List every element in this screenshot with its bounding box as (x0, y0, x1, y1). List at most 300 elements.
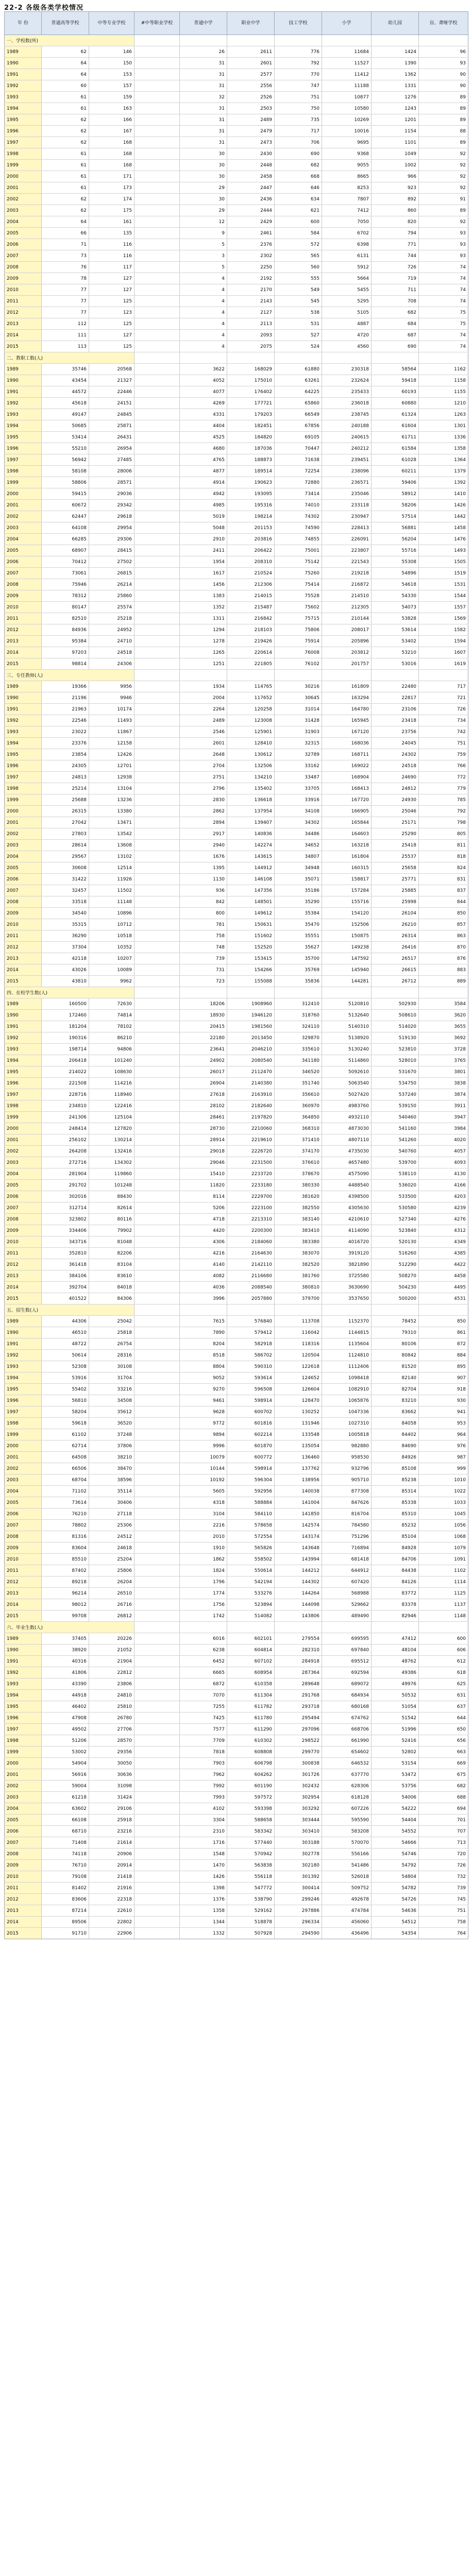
empty-cell (275, 35, 322, 46)
value-cell: 541486 (322, 1860, 372, 1871)
value-cell: 36520 (89, 1418, 134, 1429)
empty-cell (372, 987, 419, 998)
value-cell: 2164630 (227, 1248, 275, 1259)
value-cell: 1569 (419, 613, 468, 624)
table-row (5, 1656, 468, 1667)
table-row (5, 636, 468, 647)
value-cell: 30108 (89, 1361, 134, 1372)
value-cell (134, 1248, 180, 1259)
value-cell: 610358 (227, 1679, 275, 1690)
value-cell: 941 (419, 1406, 468, 1418)
value-cell: 1796 (180, 1577, 227, 1588)
value-cell: 53916 (42, 1372, 89, 1384)
value-cell: 1862 (180, 1554, 227, 1565)
value-cell: 22802 (89, 1917, 134, 1928)
value-cell: 132506 (227, 760, 275, 772)
value-cell: 87402 (42, 1565, 89, 1577)
value-cell: 816704 (322, 1509, 372, 1520)
year-cell: 2007 (5, 1202, 42, 1214)
empty-cell (322, 1304, 372, 1316)
value-cell: 4495 (419, 1282, 468, 1293)
value-cell: 798 (419, 817, 468, 828)
value-cell: 2010 (180, 1531, 227, 1543)
value-cell: 25214 (42, 783, 89, 794)
value-cell: 59418 (372, 375, 419, 386)
value-cell: 5912 (322, 262, 372, 273)
value-cell: 699595 (322, 1633, 372, 1645)
value-cell: 155716 (322, 896, 372, 908)
table-row (5, 1406, 468, 1418)
value-cell: 2503 (227, 103, 275, 114)
value-cell: 125 (89, 296, 134, 307)
value-cell: 177721 (227, 398, 275, 409)
year-cell: 1990 (5, 1010, 42, 1021)
value-cell: 279554 (275, 1633, 322, 1645)
value-cell: 5130240 (322, 1044, 372, 1055)
year-cell: 2000 (5, 1440, 42, 1452)
table-row (5, 1021, 468, 1032)
value-cell: 4020 (419, 1134, 468, 1146)
value-cell: 25171 (372, 817, 419, 828)
value-cell: 863 (419, 930, 468, 942)
year-cell: 1994 (5, 1690, 42, 1701)
value-cell: 4093 (419, 1157, 468, 1168)
value-cell: 3655 (419, 1021, 468, 1032)
value-cell: 5027420 (322, 1089, 372, 1100)
value-cell: 21904 (89, 1656, 134, 1667)
value-cell: 550614 (227, 1565, 275, 1577)
year-cell: 1994 (5, 103, 42, 114)
value-cell: 82510 (42, 613, 89, 624)
value-cell: 75806 (275, 624, 322, 636)
value-cell: 46510 (42, 1327, 89, 1338)
value-cell (134, 1679, 180, 1690)
value-cell: 179203 (227, 409, 275, 420)
value-cell: 155088 (227, 976, 275, 987)
value-cell: 2894 (180, 817, 227, 828)
value-cell: 3692 (419, 1032, 468, 1044)
value-cell: 32315 (275, 738, 322, 749)
value-cell: 734 (419, 715, 468, 726)
value-cell: 7993 (180, 1792, 227, 1803)
value-cell: 2444 (227, 205, 275, 216)
value-cell: 2489 (227, 114, 275, 126)
value-cell: 351740 (275, 1078, 322, 1089)
table-row (5, 1611, 468, 1622)
value-cell: 5092610 (322, 1066, 372, 1078)
value-cell: 1544 (419, 590, 468, 602)
value-cell: 272716 (42, 1157, 89, 1168)
value-cell: 3919120 (322, 1248, 372, 1259)
value-cell: 10079 (180, 1452, 227, 1463)
table-row (5, 1089, 468, 1100)
value-cell: 2704 (180, 760, 227, 772)
value-cell: 668706 (322, 1724, 372, 1735)
value-cell: 818 (419, 851, 468, 862)
value-cell (134, 1599, 180, 1611)
value-cell: 601190 (227, 1781, 275, 1792)
value-cell: 25306 (89, 1520, 134, 1531)
year-cell: 2001 (5, 817, 42, 828)
empty-cell (227, 35, 275, 46)
value-cell: 2796 (180, 783, 227, 794)
value-cell: 3304 (180, 1815, 227, 1826)
value-cell: 590310 (227, 1361, 275, 1372)
value-cell (134, 1588, 180, 1599)
value-cell: 4765 (180, 454, 227, 466)
value-cell: 30050 (89, 1758, 134, 1769)
value-cell: 77 (42, 307, 89, 318)
value-cell (134, 851, 180, 862)
value-cell: 11148 (89, 896, 134, 908)
value-cell (134, 318, 180, 330)
value-cell: 953 (419, 1418, 468, 1429)
year-cell: 2015 (5, 341, 42, 352)
value-cell: 30645 (275, 692, 322, 704)
value-cell: 682 (275, 160, 322, 171)
year-cell: 1997 (5, 1724, 42, 1735)
value-cell: 625 (419, 1679, 468, 1690)
value-cell: 361418 (42, 1259, 89, 1270)
value-cell: 10877 (322, 92, 372, 103)
value-cell: 8665 (322, 171, 372, 182)
value-cell: 528010 (372, 1055, 419, 1066)
value-cell: 618 (419, 1667, 468, 1679)
value-cell: 55402 (42, 1384, 89, 1395)
value-cell: 695512 (322, 1656, 372, 1667)
value-cell: 5138920 (322, 1032, 372, 1044)
value-cell (134, 522, 180, 534)
value-cell: 520130 (372, 1236, 419, 1248)
value-cell: 147356 (227, 885, 275, 896)
value-cell: 54330 (372, 590, 419, 602)
value-cell: 800 (180, 908, 227, 919)
value-cell: 190623 (227, 477, 275, 488)
column-header: #中等职业学校 (134, 12, 180, 35)
value-cell: 85510 (42, 1554, 89, 1565)
value-cell: 565 (275, 250, 322, 262)
value-cell: 83210 (372, 1395, 419, 1406)
value-cell: 850 (419, 908, 468, 919)
value-cell: 74302 (275, 511, 322, 522)
empty-cell (372, 35, 419, 46)
year-cell: 1995 (5, 114, 42, 126)
value-cell: 78 (42, 273, 89, 284)
value-cell: 176402 (227, 386, 275, 398)
value-cell: 28006 (89, 466, 134, 477)
year-cell: 2008 (5, 1214, 42, 1225)
value-cell: 82614 (89, 1202, 134, 1214)
value-cell (134, 137, 180, 148)
value-cell: 661990 (322, 1735, 372, 1747)
value-cell (134, 194, 180, 205)
value-cell: 716894 (322, 1543, 372, 1554)
value-cell: 692594 (322, 1667, 372, 1679)
value-cell: 168 (89, 160, 134, 171)
value-cell: 35186 (275, 885, 322, 896)
value-cell (134, 1656, 180, 1667)
value-cell: 79902 (89, 1225, 134, 1236)
value-cell: 125104 (89, 1112, 134, 1123)
table-row (5, 1066, 468, 1078)
value-cell: 4 (180, 296, 227, 307)
value-cell (134, 1905, 180, 1917)
value-cell: 23106 (372, 704, 419, 715)
value-cell: 95384 (42, 636, 89, 647)
value-cell: 24306 (89, 658, 134, 670)
value-cell: 85232 (372, 1520, 419, 1531)
value-cell: 303410 (275, 1826, 322, 1837)
table-row (5, 46, 468, 58)
value-cell: 20568 (89, 364, 134, 375)
section-header-row (5, 987, 468, 998)
value-cell: 1294 (180, 624, 227, 636)
value-cell: 9894 (180, 1429, 227, 1440)
value-cell: 223807 (322, 545, 372, 556)
year-cell: 1998 (5, 148, 42, 160)
year-cell: 2002 (5, 828, 42, 840)
value-cell: 4140 (180, 1259, 227, 1270)
table-row (5, 1202, 468, 1214)
value-cell: 2611 (227, 46, 275, 58)
value-cell: 1112406 (322, 1361, 372, 1372)
value-cell: 77 (42, 296, 89, 307)
value-cell: 3801 (419, 1066, 468, 1078)
table-row (5, 284, 468, 296)
value-cell: 530580 (372, 1202, 419, 1214)
value-cell: 1210 (419, 398, 468, 409)
year-cell: 1995 (5, 1701, 42, 1713)
year-cell: 1992 (5, 715, 42, 726)
value-cell: 54896 (372, 568, 419, 579)
value-cell: 82206 (89, 1248, 134, 1259)
value-cell: 1068 (419, 1531, 468, 1543)
year-cell: 2007 (5, 568, 42, 579)
value-cell: 54804 (372, 1871, 419, 1883)
year-cell: 2000 (5, 1123, 42, 1134)
value-cell: 50614 (42, 1350, 89, 1361)
value-cell: 8204 (180, 1338, 227, 1350)
value-cell: 5048 (180, 522, 227, 534)
value-cell: 238096 (322, 466, 372, 477)
value-cell: 9055 (322, 160, 372, 171)
value-cell: 1505 (419, 556, 468, 568)
year-cell: 2002 (5, 511, 42, 522)
table-row (5, 942, 468, 953)
value-cell: 27118 (89, 1509, 134, 1520)
value-cell: 610302 (227, 1735, 275, 1747)
year-cell: 2000 (5, 806, 42, 817)
value-cell: 6016 (180, 1633, 227, 1645)
value-cell: 29 (180, 205, 227, 216)
value-cell: 3947 (419, 1112, 468, 1123)
table-row (5, 1894, 468, 1905)
year-cell: 2001 (5, 1452, 42, 1463)
value-cell: 83662 (372, 1406, 419, 1418)
value-cell: 10580 (322, 103, 372, 114)
value-cell: 71102 (42, 1486, 89, 1497)
value-cell: 1114 (419, 1577, 468, 1588)
year-cell: 1998 (5, 1418, 42, 1429)
value-cell: 33487 (275, 772, 322, 783)
value-cell: 248414 (42, 1123, 89, 1134)
value-cell: 758 (419, 1917, 468, 1928)
value-cell: 844 (419, 896, 468, 908)
value-cell: 3996 (180, 1293, 227, 1304)
value-cell: 578658 (227, 1520, 275, 1531)
table-row (5, 1701, 468, 1713)
value-cell: 1311 (180, 613, 227, 624)
value-cell: 13236 (89, 794, 134, 806)
value-cell: 26204 (89, 1577, 134, 1588)
value-cell: 68710 (42, 1826, 89, 1837)
value-cell: 7992 (180, 1781, 227, 1792)
value-cell: 74 (419, 262, 468, 273)
value-cell: 28102 (180, 1100, 227, 1112)
value-cell: 4488540 (322, 1180, 372, 1191)
value-cell: 59406 (372, 477, 419, 488)
value-cell: 1010 (419, 1475, 468, 1486)
value-cell: 25885 (372, 885, 419, 896)
value-cell: 73614 (42, 1497, 89, 1509)
year-cell: 2003 (5, 1157, 42, 1168)
year-cell: 2008 (5, 262, 42, 273)
value-cell: 157284 (322, 885, 372, 896)
value-cell: 282310 (275, 1645, 322, 1656)
table-row (5, 1078, 468, 1089)
value-cell: 2093 (227, 330, 275, 341)
section-header-row (5, 35, 468, 46)
column-header: 年 份 (5, 12, 42, 35)
year-cell: 1998 (5, 1735, 42, 1747)
value-cell: 726 (419, 1860, 468, 1871)
value-cell: 26780 (89, 1713, 134, 1724)
value-cell: 1331 (372, 80, 419, 92)
value-cell: 11493 (89, 715, 134, 726)
table-row (5, 114, 468, 126)
value-cell: 2233180 (227, 1180, 275, 1191)
year-cell: 1998 (5, 783, 42, 794)
value-cell: 2447 (227, 182, 275, 194)
value-cell (134, 1758, 180, 1769)
value-cell: 22610 (89, 1905, 134, 1917)
value-cell: 611304 (227, 1690, 275, 1701)
section-label: 一、学校数(所) (5, 35, 134, 46)
value-cell: 25290 (372, 828, 419, 840)
year-cell: 1995 (5, 1384, 42, 1395)
value-cell (134, 432, 180, 443)
value-cell: 20415 (180, 1021, 227, 1032)
year-cell: 2013 (5, 318, 42, 330)
value-cell: 22318 (89, 1894, 134, 1905)
table-row (5, 896, 468, 908)
value-cell: 193095 (227, 488, 275, 500)
value-cell: 527340 (372, 1214, 419, 1225)
value-cell: 301392 (275, 1871, 322, 1883)
value-cell: 116 (89, 250, 134, 262)
table-row (5, 1928, 468, 1939)
value-cell: 726 (419, 704, 468, 715)
value-cell (134, 658, 180, 670)
table-row (5, 568, 468, 579)
value-cell: 75 (419, 307, 468, 318)
value-cell: 281904 (42, 1168, 89, 1180)
value-cell: 731 (180, 964, 227, 976)
value-cell: 7807 (322, 194, 372, 205)
value-cell: 33162 (275, 760, 322, 772)
value-cell: 34807 (275, 851, 322, 862)
value-cell: 766 (419, 760, 468, 772)
table-row (5, 171, 468, 182)
value-cell: 668 (275, 171, 322, 182)
value-cell (134, 624, 180, 636)
value-cell: 37806 (89, 1440, 134, 1452)
value-cell: 84926 (372, 1452, 419, 1463)
year-cell: 2007 (5, 885, 42, 896)
value-cell: 4873030 (322, 1123, 372, 1134)
value-cell: 58564 (372, 364, 419, 375)
value-cell: 10518 (89, 930, 134, 942)
value-cell: 711 (372, 284, 419, 296)
value-cell: 26416 (372, 942, 419, 953)
value-cell: 529662 (322, 1599, 372, 1611)
value-cell: 26210 (372, 919, 419, 930)
value-cell: 160500 (42, 998, 89, 1010)
value-cell (134, 171, 180, 182)
value-cell: 8804 (180, 1361, 227, 1372)
value-cell (134, 704, 180, 715)
value-cell: 97203 (42, 647, 89, 658)
value-cell: 63261 (275, 375, 322, 386)
value-cell: 5605 (180, 1486, 227, 1497)
value-cell: 240188 (322, 420, 372, 432)
value-cell: 132416 (89, 1146, 134, 1157)
value-cell: 706 (275, 137, 322, 148)
value-cell: 588658 (227, 1815, 275, 1826)
year-cell: 2002 (5, 1463, 42, 1475)
table-row (5, 1803, 468, 1815)
empty-cell (180, 1622, 227, 1633)
value-cell: 75414 (275, 579, 322, 590)
value-cell: 884 (419, 1350, 468, 1361)
value-cell: 541260 (372, 1134, 419, 1146)
value-cell: 1557 (419, 602, 468, 613)
year-cell: 2007 (5, 1520, 42, 1531)
value-cell (134, 783, 180, 794)
table-row (5, 1509, 468, 1520)
value-cell: 631 (419, 1690, 468, 1701)
value-cell: 238745 (322, 409, 372, 420)
value-cell: 870 (419, 942, 468, 953)
value-cell: 4052 (180, 375, 227, 386)
value-cell (134, 1735, 180, 1747)
year-cell: 2009 (5, 273, 42, 284)
value-cell: 123 (89, 307, 134, 318)
value-cell: 607226 (322, 1803, 372, 1815)
year-cell: 2009 (5, 1225, 42, 1236)
value-cell: 235046 (322, 488, 372, 500)
value-cell: 644 (419, 1713, 468, 1724)
value-cell: 343716 (42, 1236, 89, 1248)
value-cell: 18206 (180, 998, 227, 1010)
value-cell: 889 (419, 976, 468, 987)
value-cell: 334406 (42, 1225, 89, 1236)
value-cell: 28461 (180, 1112, 227, 1123)
value-cell: 13608 (89, 840, 134, 851)
value-cell (134, 1713, 180, 1724)
value-cell: 1617 (180, 568, 227, 579)
value-cell: 1442 (419, 511, 468, 522)
